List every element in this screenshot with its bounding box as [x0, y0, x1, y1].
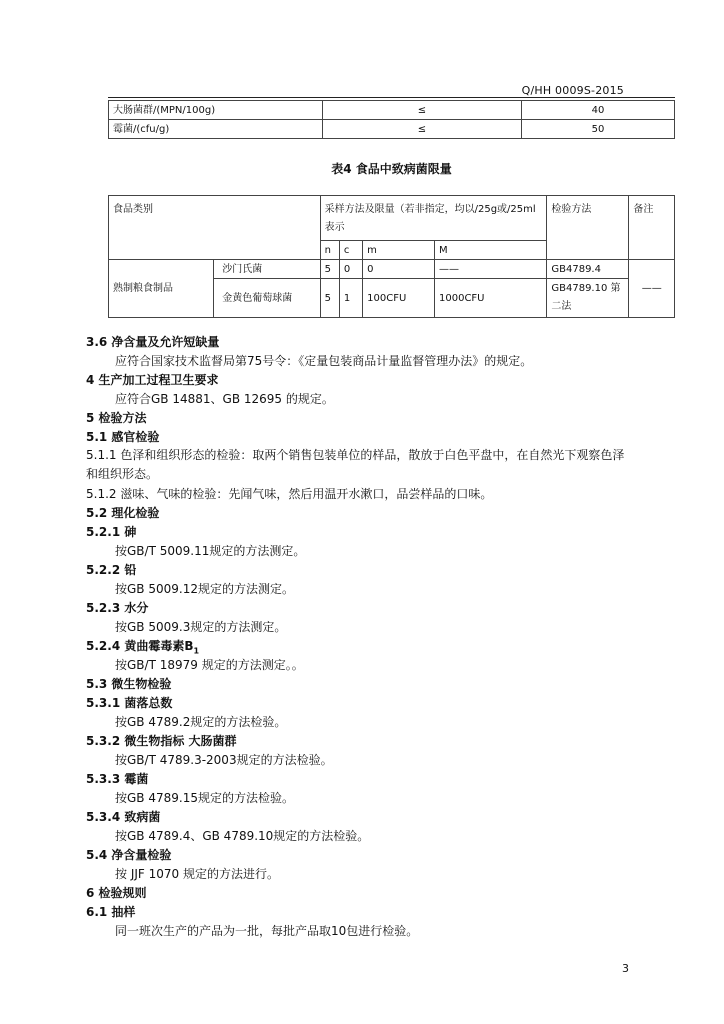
- section-heading: 5.3.3 霉菌: [86, 772, 149, 786]
- table-cell-method: GB4789.10 第二法: [547, 279, 629, 318]
- header-food-category: 食品类别: [109, 196, 321, 260]
- table-cell-m: 100CFU: [363, 279, 435, 318]
- header-m: m: [363, 241, 435, 260]
- section-text: 5.1.1 色泽和组织形态的检验：取两个销售包装单位的样品，散放于白色平盘中，在自然光下观察色泽和组织形态。: [86, 448, 625, 481]
- table-cell-c: 1: [339, 279, 362, 318]
- table-cell-operator: ≤: [323, 101, 522, 120]
- table-cell-m: 0: [363, 260, 435, 279]
- section-heading: 5.1 感官检验: [86, 430, 160, 444]
- section-heading: 5.3 微生物检验: [86, 677, 172, 691]
- section-text: 按 JJF 1070 规定的方法进行。: [115, 867, 279, 881]
- section-heading: 5 检验方法: [86, 411, 147, 425]
- section-text: 按GB 4789.4、GB 4789.10规定的方法检验。: [115, 829, 370, 843]
- table-cell-value: 50: [522, 120, 675, 139]
- table-caption: 表4 食品中致病菌限量: [331, 162, 452, 176]
- section-text: 按GB 5009.3规定的方法测定。: [115, 620, 287, 634]
- section-heading: 6 检验规则: [86, 886, 147, 900]
- section-heading: 5.2 理化检验: [86, 506, 160, 520]
- section-text: 同一班次生产的产品为一批，每批产品取10包进行检验。: [115, 924, 419, 938]
- table-cell-pathogen: 沙门氏菌: [214, 260, 320, 279]
- section-heading: 5.3.2 微生物指标 大肠菌群: [86, 734, 237, 748]
- section-heading: 5.3.1 菌落总数: [86, 696, 173, 710]
- header-M: M: [435, 241, 547, 260]
- section-text: 按GB/T 5009.11规定的方法测定。: [115, 544, 306, 558]
- section-heading: 5.4 净含量检验: [86, 848, 172, 862]
- header-method: 检验方法: [547, 196, 629, 260]
- section-text: 按GB/T 18979 规定的方法测定。。: [115, 658, 304, 672]
- section-heading: 5.2.3 水分: [86, 601, 149, 615]
- table-cell-M: 1000CFU: [435, 279, 547, 318]
- table-cell-category: 熟制粮食制品: [109, 260, 214, 318]
- table-cell-item: 霉菌/(cfu/g): [109, 120, 323, 139]
- standard-code: Q/HH 0009S-2015: [521, 84, 624, 97]
- table-cell-method: GB4789.4: [547, 260, 629, 279]
- section-text: 按GB/T 4789.3-2003规定的方法检验。: [115, 753, 333, 767]
- page-number: 3: [622, 962, 629, 975]
- section-text: 按GB 4789.15规定的方法检验。: [115, 791, 294, 805]
- section-text: 应符合国家技术监督局第75号令：《定量包装商品计量监督管理办法》的规定。: [115, 354, 533, 368]
- header-note: 备注: [629, 196, 675, 260]
- header-c: c: [339, 241, 362, 260]
- section-heading: 5.2.1 砷: [86, 525, 137, 539]
- table-header-row: [109, 196, 675, 241]
- table-cell-value: 40: [522, 101, 675, 120]
- header-sampling: 采样方法及限量（若非指定，均以/25g或/25ml表示: [320, 196, 547, 241]
- section-heading: 3.6 净含量及允许短缺量: [86, 335, 220, 349]
- table-row: [109, 101, 675, 120]
- table-cell-pathogen: 金黄色葡萄球菌: [214, 279, 320, 318]
- table-cell-operator: ≤: [323, 120, 522, 139]
- table-row: [109, 120, 675, 139]
- table-cell-note: ——: [629, 260, 675, 318]
- section-heading: 5.2.2 铅: [86, 563, 137, 577]
- pathogen-limits-table: [108, 195, 675, 318]
- section-heading: 6.1 抽样: [86, 905, 136, 919]
- table-cell-n: 5: [320, 260, 339, 279]
- section-text: 应符合GB 14881、GB 12695 的规定。: [115, 392, 334, 406]
- section-text: 5.1.2 滋味、气味的检验：先闻气味，然后用温开水漱口，品尝样品的口味。: [86, 487, 493, 501]
- table-row: [109, 260, 675, 279]
- header-n: n: [320, 241, 339, 260]
- table-cell-item: 大肠菌群/(MPN/100g): [109, 101, 323, 120]
- section-text: 按GB 5009.12规定的方法测定。: [115, 582, 294, 596]
- header-divider: [108, 97, 675, 98]
- section-heading: 4 生产加工过程卫生要求: [86, 373, 219, 387]
- section-heading: 5.2.4 黄曲霉毒素$B_1$: [86, 639, 200, 656]
- table-cell-n: 5: [320, 279, 339, 318]
- table-cell-c: 0: [339, 260, 362, 279]
- table-cell-M: ——: [435, 260, 547, 279]
- microbial-limits-table-continued: [108, 100, 675, 139]
- section-heading: 5.3.4 致病菌: [86, 810, 161, 824]
- section-text: 按GB 4789.2规定的方法检验。: [115, 715, 287, 729]
